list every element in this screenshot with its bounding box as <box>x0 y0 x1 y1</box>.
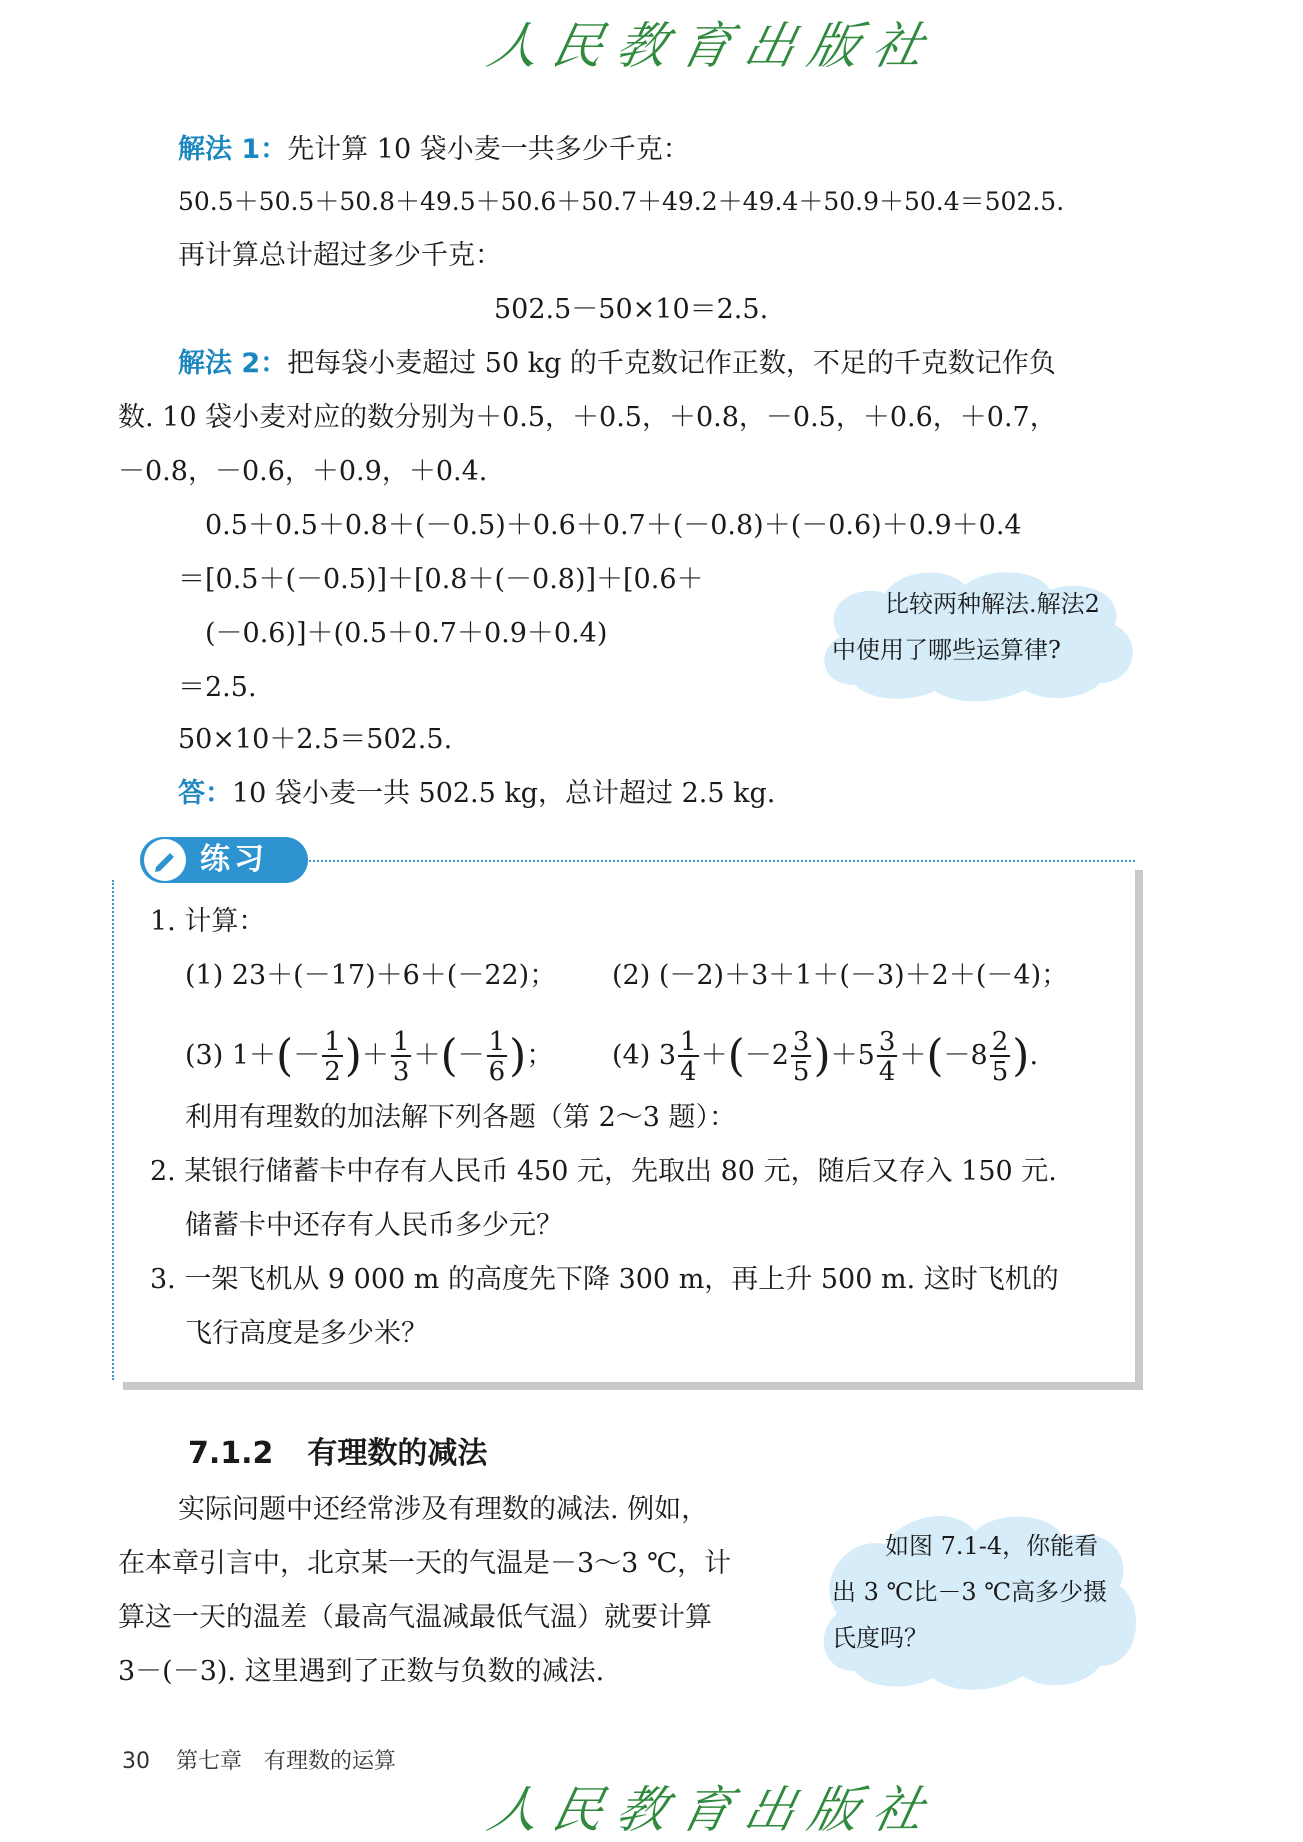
section-p3: 算这一天的温差（最高气温减最低气温）就要计算 <box>118 1602 712 1633</box>
practice-q1-3 <box>185 1026 553 1086</box>
solution1-sum: 50.5＋50.5＋50.8＋49.5＋50.6＋50.7＋49.2＋49.4＋50.9＋50.4＝502.5. <box>178 187 1065 216</box>
solution1-label: 解法 1： <box>178 134 288 165</box>
paren-close: ) <box>344 1030 362 1082</box>
section-p2: 在本章引言中，北京某一天的气温是－3～3 ℃，计 <box>118 1548 732 1579</box>
fraction-den: 2 <box>324 1056 341 1087</box>
note1-line1: 比较两种解法.解法2 <box>885 590 1100 618</box>
fraction-num: 1 <box>488 1026 506 1057</box>
solution2-calc4: ＝2.5. <box>178 672 257 703</box>
note2-line3: 氏度吗？ <box>832 1624 928 1652</box>
practice-q1-4 <box>612 1026 1038 1086</box>
fraction-den: 3 <box>392 1056 410 1087</box>
practice-border-top <box>305 860 1135 862</box>
paren-close: ) <box>509 1030 527 1082</box>
solution2-line3: －0.8，－0.6，＋0.9，＋0.4. <box>118 456 488 487</box>
solution1-intro: 先计算 10 袋小麦一共多少千克： <box>287 134 690 165</box>
solution1-intro-line <box>178 124 690 176</box>
section-heading <box>188 1428 487 1480</box>
fraction <box>322 1026 343 1087</box>
page-number: 30 <box>122 1749 150 1774</box>
solution1-then: 再计算总计超过多少千克： <box>178 240 502 271</box>
note2-line2: 出 3 ℃比－3 ℃高多少摄 <box>832 1578 1108 1606</box>
solution2-calc1: 0.5＋0.5＋0.8＋(－0.5)＋0.6＋0.7＋(－0.8)＋(－0.6)＋0.9＋0.4 <box>205 510 1022 541</box>
fraction-num: 1 <box>324 1026 341 1057</box>
q1-3-end: ； <box>526 1040 554 1071</box>
practice-q3-line1: 3. 一架飞机从 9 000 m 的高度先下降 300 m，再上升 500 m. 这时飞机的 <box>150 1264 1059 1295</box>
pencil-icon <box>144 839 186 881</box>
publisher-logo-bottom: 人民教育出版社 <box>482 1781 944 1839</box>
fraction-num: 3 <box>878 1026 896 1057</box>
answer-text: 10 袋小麦一共 502.5 kg，总计超过 2.5 kg. <box>232 778 776 809</box>
q1-3-plus1: ＋ <box>361 1040 389 1071</box>
footer <box>122 1744 396 1775</box>
practice-q1-1: (1) 23＋(－17)＋6＋(－22)； <box>185 960 557 991</box>
note2-line1: 如图 7.1-4，你能看 <box>885 1532 1099 1560</box>
publisher-logo-top: 人民教育出版社 <box>482 17 944 75</box>
q1-4-plus2: ＋5 <box>830 1040 875 1071</box>
chapter-title: 第七章 有理数的运算 <box>176 1749 397 1774</box>
q1-4-plus3: ＋ <box>899 1040 927 1071</box>
answer-label: 答： <box>178 778 232 809</box>
practice-q2-line1: 2. 某银行储蓄卡中存有人民币 450 元，先取出 80 元，随后又存入 150 元. <box>150 1156 1057 1187</box>
fraction-den: 5 <box>792 1056 810 1087</box>
practice-q2-line2: 储蓄卡中还存有人民币多少元？ <box>185 1210 563 1241</box>
fraction-den: 5 <box>991 1056 1009 1087</box>
paren-close: ) <box>813 1030 831 1082</box>
answer-line <box>178 768 775 820</box>
fraction <box>877 1026 898 1087</box>
paren-open: ( <box>440 1030 458 1082</box>
note1-line2: 中使用了哪些运算律? <box>832 636 1061 664</box>
fraction <box>678 1026 699 1087</box>
fraction-num: 1 <box>680 1026 697 1057</box>
section-p1: 实际问题中还经常涉及有理数的减法. 例如， <box>178 1494 709 1525</box>
paren-open: ( <box>727 1030 745 1082</box>
fraction-den: 4 <box>680 1056 697 1087</box>
solution2-label: 解法 2： <box>178 348 288 379</box>
practice-title: 练习 <box>200 842 268 877</box>
practice-border-left <box>112 880 114 1380</box>
paren-open: ( <box>926 1030 944 1082</box>
section-p4: 3－(－3). 这里遇到了正数与负数的减法. <box>118 1656 605 1687</box>
practice-q1-head: 1. 计算： <box>150 906 266 937</box>
fraction <box>487 1026 508 1087</box>
solution2-line1 <box>178 338 1056 390</box>
q1-3-label: (3) 1＋ <box>185 1040 277 1071</box>
q1-4-m4-sign: －8 <box>943 1040 988 1071</box>
section-title: 有理数的减法 <box>307 1436 488 1471</box>
paren-open: ( <box>276 1030 294 1082</box>
solution2-line2: 数. 10 袋小麦对应的数分别为＋0.5，＋0.5，＋0.8，－0.5，＋0.6，＋0.7， <box>118 402 1057 433</box>
fraction-den: 4 <box>878 1056 896 1087</box>
practice-hint: 利用有理数的加法解下列各题（第 2～3 题）： <box>185 1102 737 1133</box>
q1-3-plus2: ＋ <box>413 1040 441 1071</box>
solution2-calc3: (－0.6)]＋(0.5＋0.7＋0.9＋0.4) <box>205 618 608 649</box>
fraction <box>791 1026 812 1087</box>
fraction-num: 2 <box>991 1026 1009 1057</box>
q1-3-f3-sign: － <box>457 1040 485 1071</box>
q1-3-f1-sign: － <box>293 1040 321 1071</box>
solution2-calc5: 50×10＋2.5＝502.5. <box>178 724 453 755</box>
paren-close: ) <box>1012 1030 1030 1082</box>
fraction <box>990 1026 1011 1087</box>
fraction-num: 3 <box>792 1026 810 1057</box>
q1-4-plus1: ＋ <box>700 1040 728 1071</box>
solution2-calc2: ＝[0.5＋(－0.5)]＋[0.8＋(－0.8)]＋[0.6＋ <box>178 564 704 595</box>
fraction-num: 1 <box>392 1026 410 1057</box>
solution2-line1-text: 把每袋小麦超过 50 kg 的千克数记作正数，不足的千克数记作负 <box>287 348 1056 379</box>
practice-q3-line2: 飞行高度是多少米？ <box>185 1318 428 1349</box>
q1-4-end: . <box>1029 1040 1039 1071</box>
section-number: 7.1.2 <box>188 1436 274 1471</box>
solution1-result: 502.5－50×10＝2.5. <box>494 294 769 325</box>
q1-4-m2-sign: －2 <box>744 1040 789 1071</box>
fraction-den: 6 <box>488 1056 506 1087</box>
fraction <box>391 1026 412 1087</box>
practice-q1-2: (2) (－2)＋3＋1＋(－3)＋2＋(－4)； <box>612 960 1069 991</box>
q1-4-label: (4) 3 <box>612 1040 677 1071</box>
